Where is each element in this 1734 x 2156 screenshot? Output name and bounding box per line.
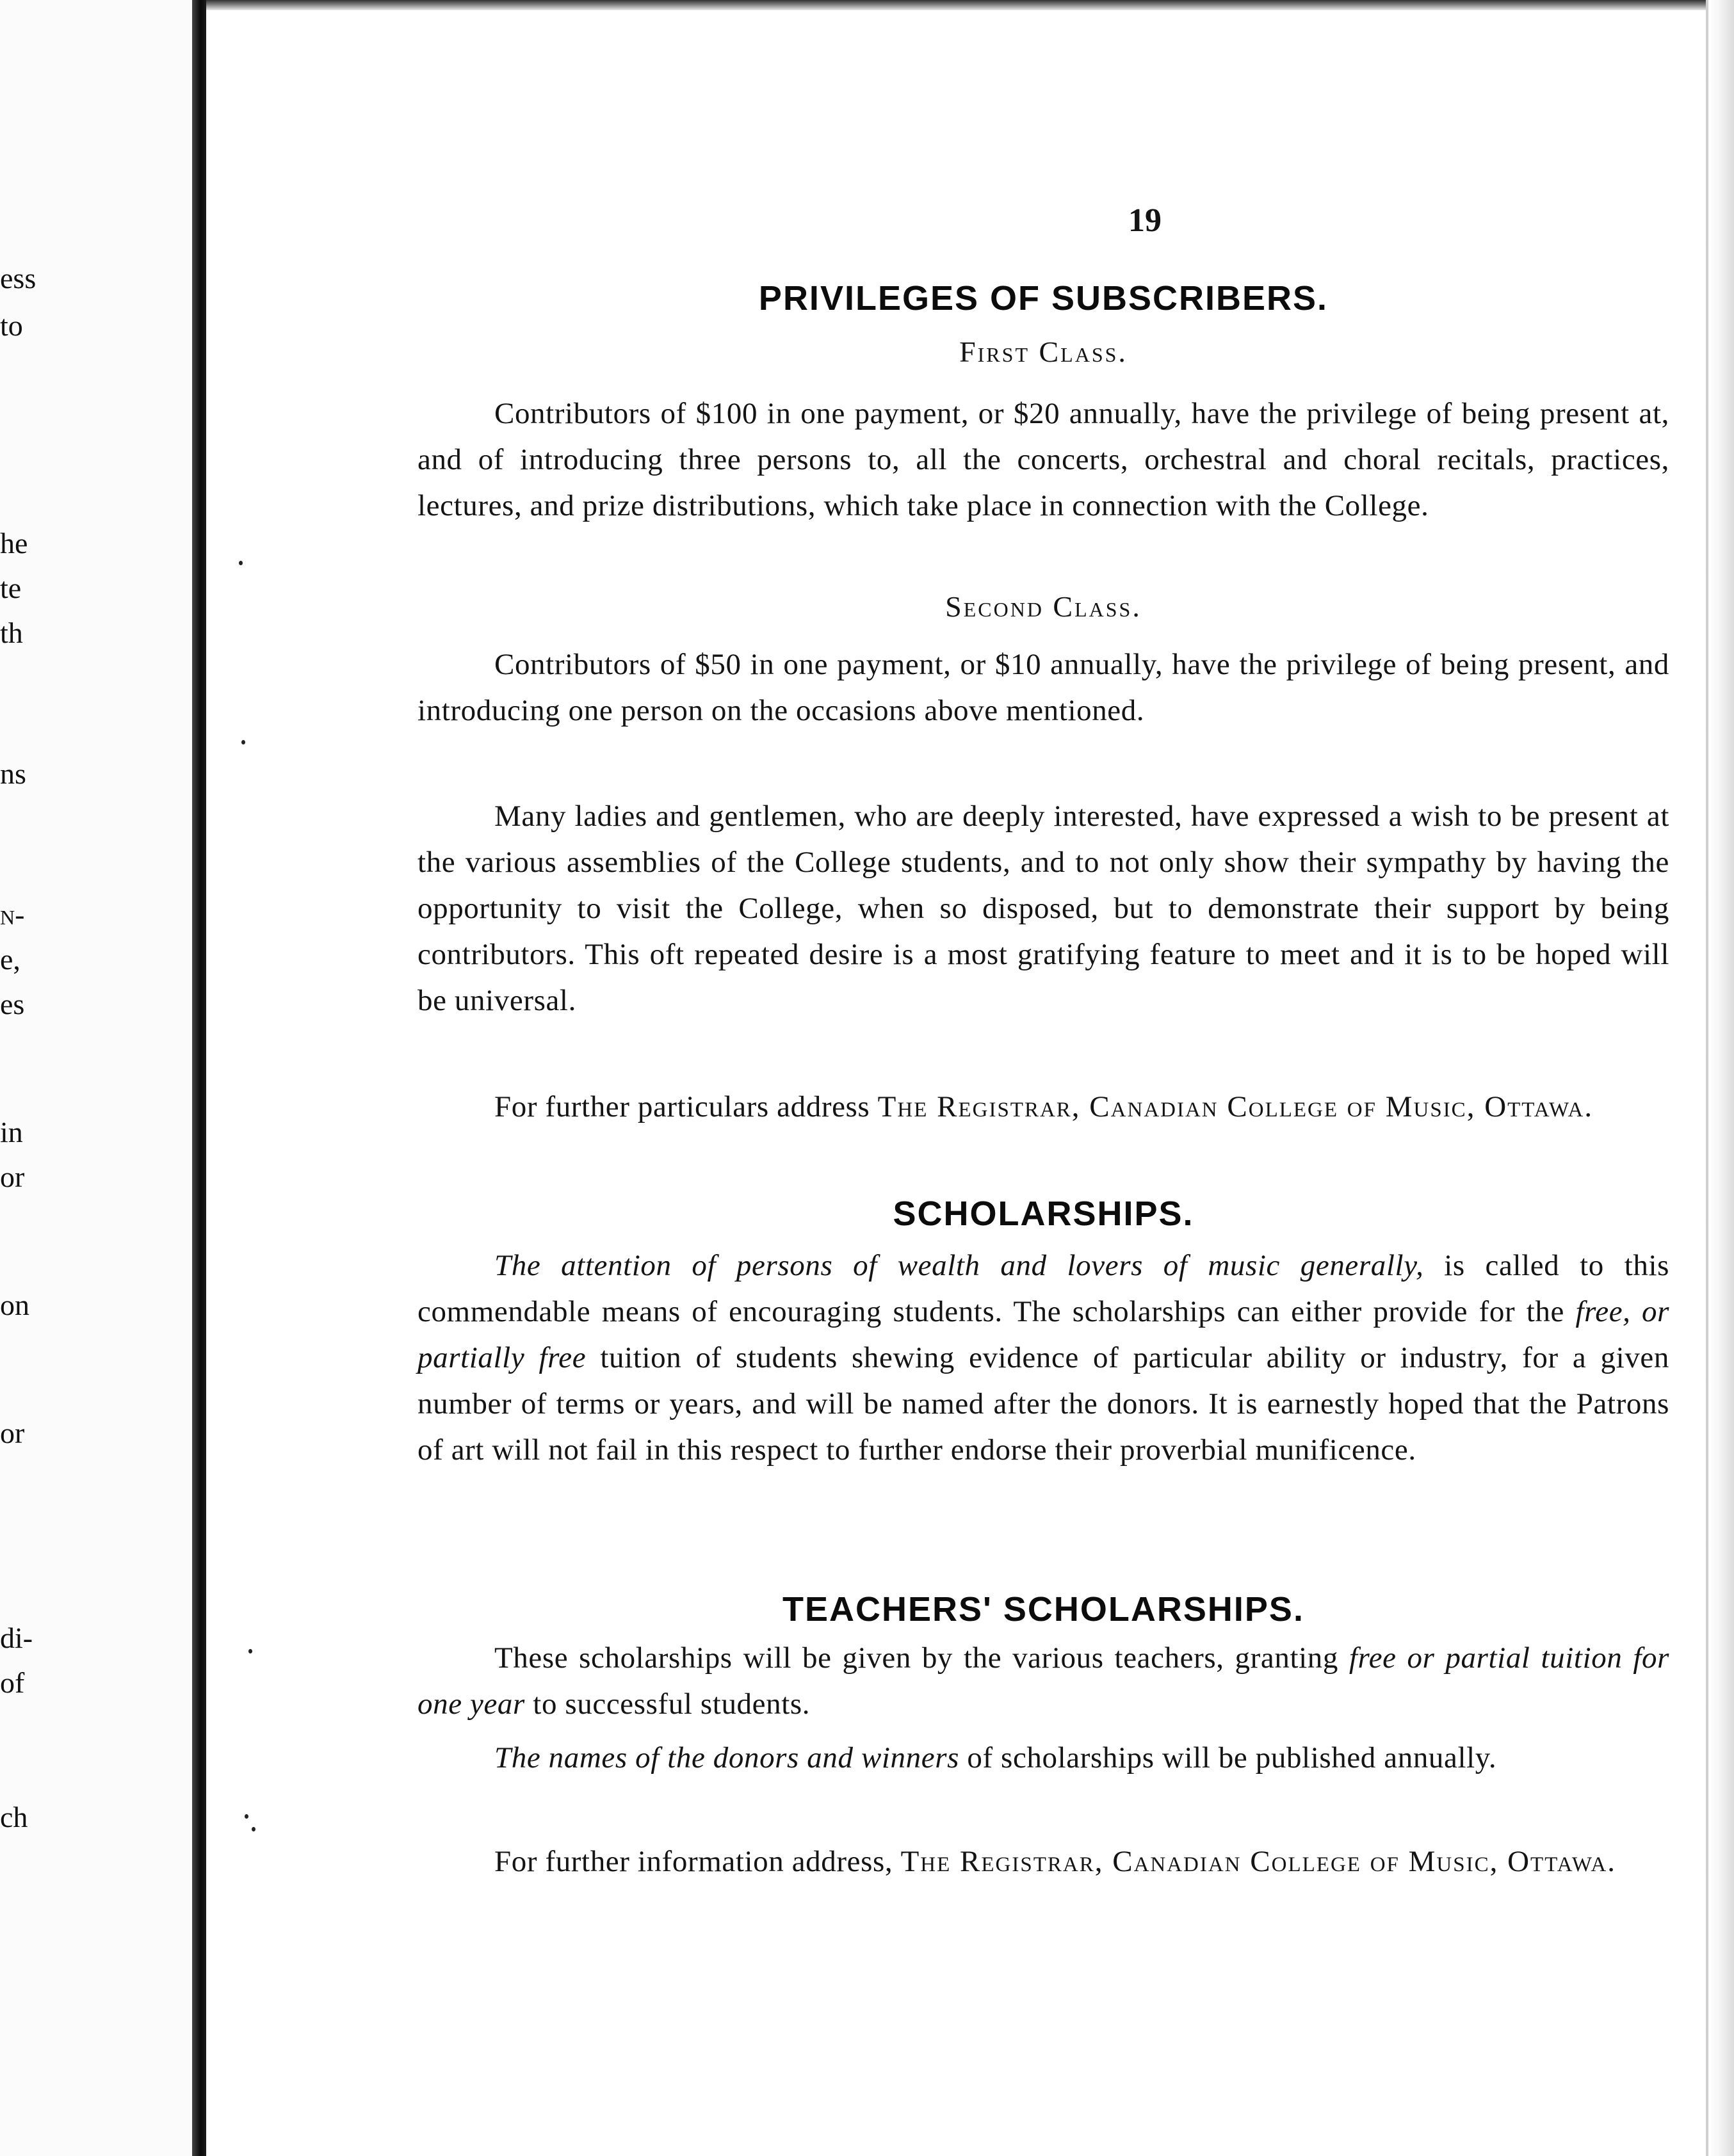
book-gutter (192, 0, 206, 2156)
page-top-edge (206, 0, 1734, 10)
margin-fragment: th (0, 616, 23, 649)
speck (241, 740, 245, 744)
section-heading-scholarships: SCHOLARSHIPS. (893, 1195, 1194, 1233)
paragraph-first-class: Contributors of $100 in one payment, or $20 annually, have the privilege of being present at, and of introducing three persons to, all the concerts, orchestral and choral recitals, practices, lectures, and prize distributions, which take place in connection with the College. (417, 397, 1669, 522)
registrar-address: The Registrar, Canadian College of Music, Ottawa. (877, 1090, 1594, 1123)
margin-fragment: te (0, 572, 22, 604)
paragraph-scholarships (417, 1243, 1669, 1473)
margin-fragment: di- (0, 1621, 33, 1654)
margin-fragment: or (0, 1417, 25, 1449)
margin-fragment: es (0, 988, 25, 1020)
margin-fragment: e, (0, 943, 20, 976)
margin-fragment: ess (0, 262, 36, 294)
speck (239, 561, 243, 565)
paragraph-donors (417, 1735, 1669, 1781)
address-lead: For further particulars address (494, 1090, 878, 1123)
italic-donors: The names of the donors and winners (494, 1741, 959, 1774)
paragraph-teachers (417, 1635, 1669, 1727)
margin-fragment: ch (0, 1801, 28, 1833)
subheading-second-class: Second Class. (945, 590, 1142, 623)
page-right-edge (1706, 0, 1734, 2156)
margin-fragment: on (0, 1289, 29, 1321)
italic-free: free, or partially free (417, 1295, 1669, 1374)
registrar-address-2: The Registrar, Canadian College of Music, Ottawa. (900, 1845, 1616, 1878)
scholarships-text-1: is called to this commendable means of encouraging students. The scholarships can either provide for the (417, 1249, 1670, 1328)
paragraph-second-class: Contributors of $50 in one payment, or $10 annually, have the privilege of being present, and introducing one person on the occasions above mentioned. (417, 648, 1669, 727)
margin-fragment: of (0, 1666, 25, 1699)
margin-fragment: in (0, 1116, 23, 1148)
section-heading-privileges: PRIVILEGES OF SUBSCRIBERS. (758, 279, 1329, 318)
italic-attention: The attention of persons of wealth and lovers of music generally, (494, 1249, 1424, 1282)
page-number: 19 (1128, 202, 1162, 239)
margin-fragment: or (0, 1161, 25, 1193)
margin-fragment: ns (0, 757, 26, 790)
paragraph-further-particulars (417, 1084, 1669, 1130)
scholarships-text-2: tuition of students shewing evidence of particular ability or industry, for a given number of terms or years, and will be named after the donors. It is earnestly hoped that the Patrons of art will not fail in this respect to further endorse their proverbial munificence. (417, 1341, 1669, 1467)
paragraph-many-ladies: Many ladies and gentlemen, who are deeply interested, have expressed a wish to be present at the various assemblies of the College students, and to not only show their sympathy by having the opportunity to visit the College, when so disposed, but to demonstrate their support by being contributors. This oft repeated desire is a most gratifying feature to meet and it is to be hoped will be universal. (417, 800, 1669, 1017)
donors-text: of scholarships will be published annually. (959, 1741, 1497, 1774)
margin-fragment: to (0, 309, 23, 342)
info-lead: For further information address, (494, 1845, 901, 1878)
subheading-first-class: First Class. (959, 335, 1128, 368)
teachers-text: These scholarships will be given by the various teachers, granting (494, 1641, 1349, 1675)
italic-tuition: free or partial tuition for one year (417, 1641, 1669, 1721)
margin-fragment: he (0, 527, 28, 559)
margin-fragment: n- (0, 898, 25, 931)
speck (245, 1814, 248, 1819)
section-heading-teachers-scholarships: TEACHERS' SCHOLARSHIPS. (782, 1590, 1304, 1629)
book-page (206, 10, 1705, 2156)
speck (252, 1827, 255, 1831)
teachers-text-end: to successful students. (524, 1687, 811, 1721)
left-facing-page (0, 0, 201, 2156)
speck (248, 1649, 252, 1653)
paragraph-further-information (417, 1838, 1669, 1885)
